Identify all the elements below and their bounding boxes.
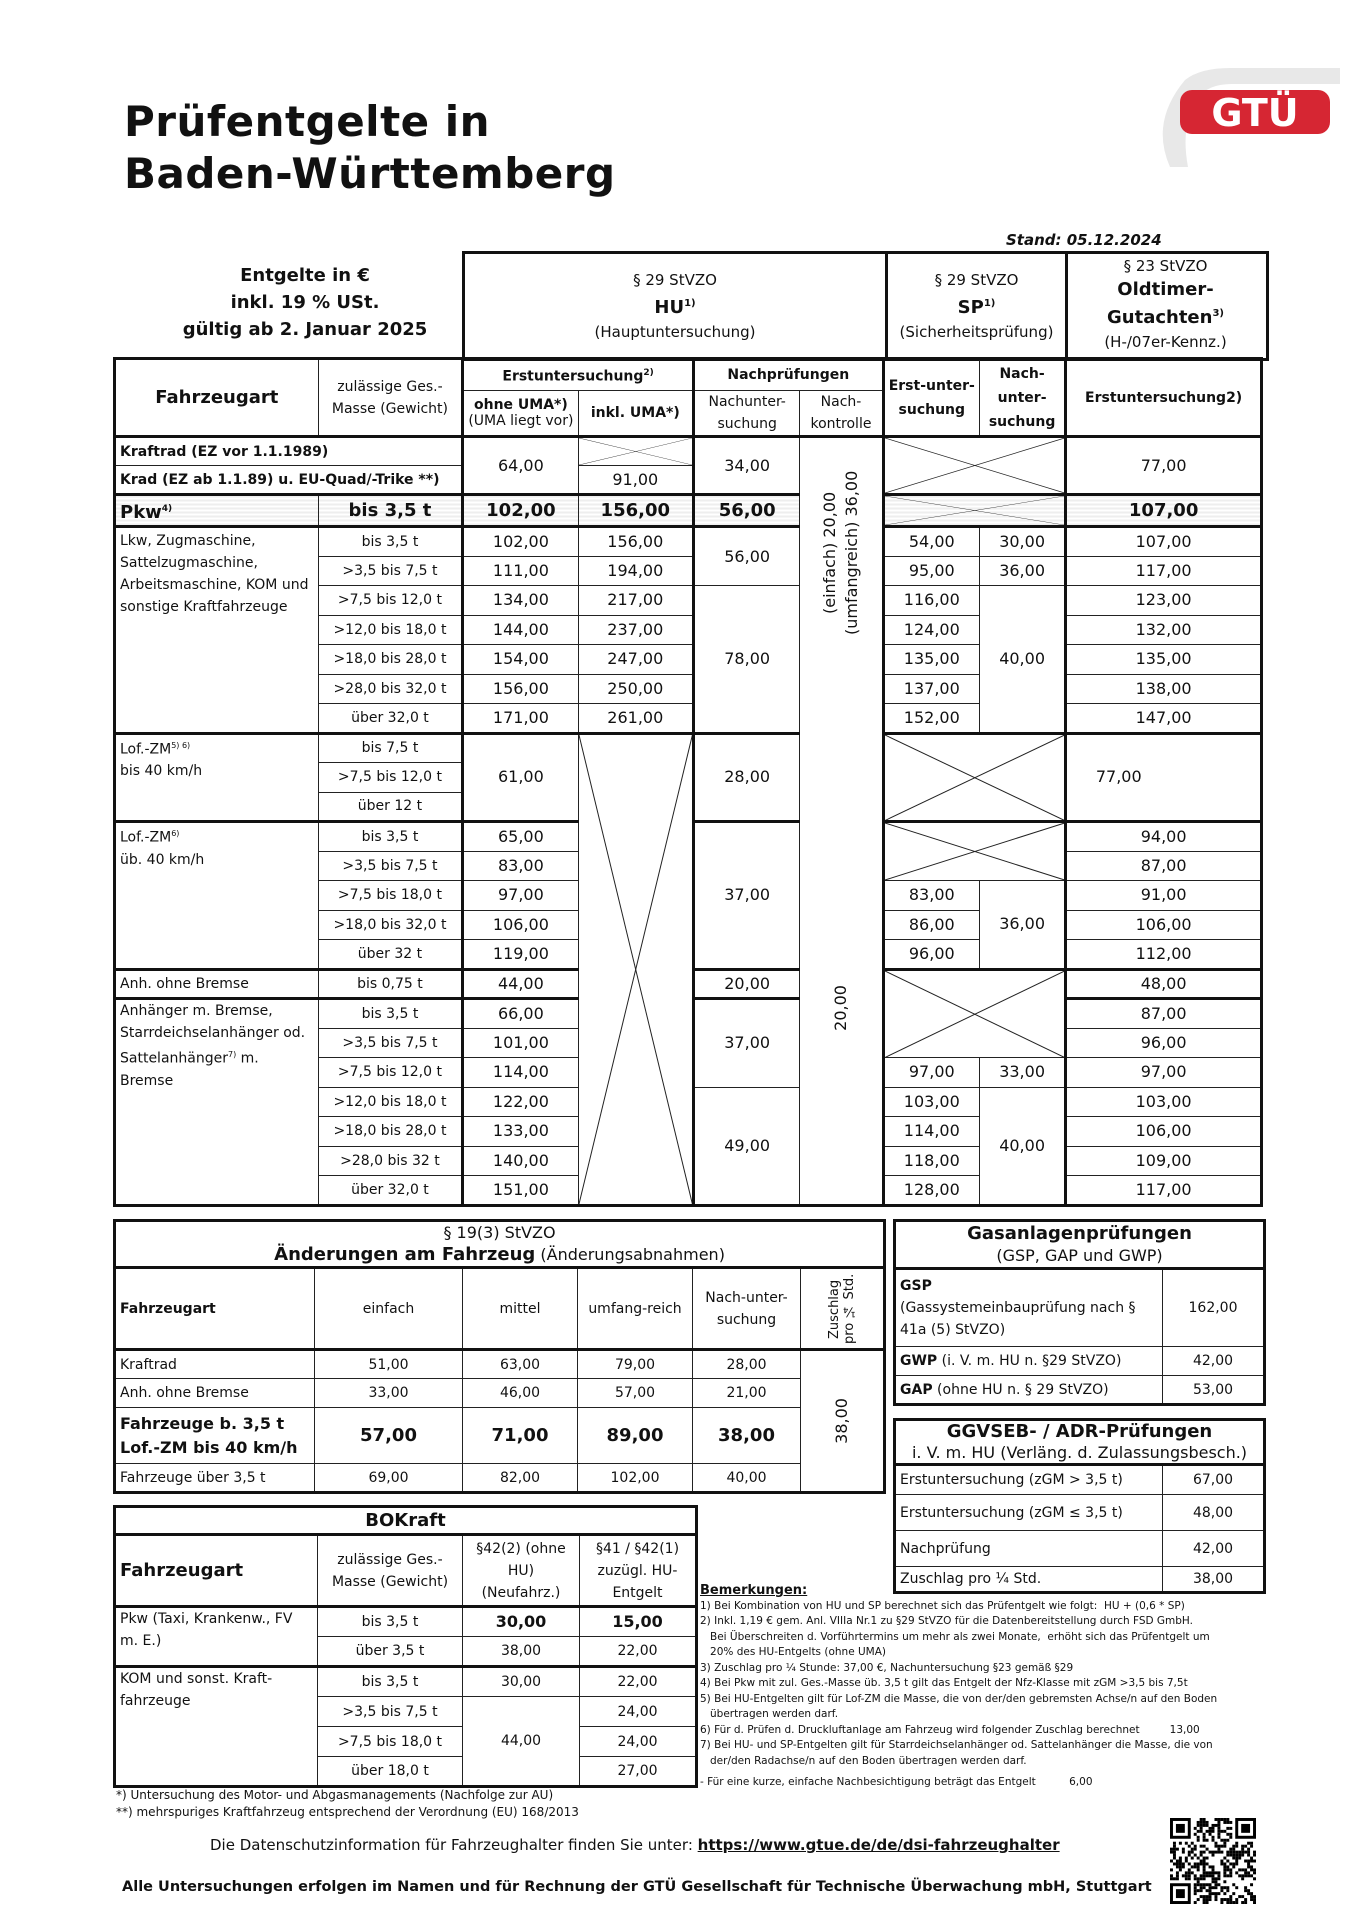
erstunt-sup: 2)	[643, 368, 654, 379]
entgelte-line2: inkl. 19 % USt.	[230, 292, 380, 313]
bem-line: 6) Für d. Prüfen d. Druckluftanlage am Fahrzeug wird folgender Zuschlag berechnet 13,00	[700, 1723, 1200, 1736]
row-pkw	[115, 495, 319, 527]
lkw-sp-erst: 137,00	[883, 674, 979, 704]
gwp-value: 42,00	[1163, 1347, 1265, 1376]
lofub-old: 91,00	[1066, 881, 1262, 911]
pkw-sup: 4)	[161, 503, 173, 514]
bokraft-table	[113, 1505, 698, 1788]
col-fahrzeugart: Fahrzeugart	[115, 359, 319, 437]
old-name2: Gutachten	[1107, 307, 1213, 328]
lkw-old: 117,00	[1066, 556, 1262, 586]
lofub-ohne: 83,00	[463, 851, 578, 881]
lkw-masse: >28,0 bis 32,0 t	[318, 674, 463, 704]
krad-ohne-uma: 64,00	[463, 437, 578, 495]
aend-umfangreich: 102,00	[578, 1464, 693, 1493]
pkw-old: 107,00	[1066, 495, 1262, 527]
entgelte-line1: Entgelte in €	[240, 265, 370, 286]
aend-zuschlag-label: Zuschlag pro ¼ Std.	[827, 1273, 858, 1344]
oldtimer-header	[1068, 254, 1263, 354]
footnotes	[116, 1787, 579, 1821]
crossed-cell	[883, 822, 1066, 881]
lkw-inkl: 156,00	[578, 527, 693, 557]
lkw-masse: bis 3,5 t	[318, 527, 463, 557]
anh-mb-sp-nach-2: 40,00	[979, 1087, 1065, 1205]
lkw-sp-nach: 30,00	[979, 527, 1065, 557]
pkw-nach: 56,00	[693, 495, 799, 527]
aend-umfangreich: 89,00	[578, 1408, 693, 1464]
lofub-ohne: 65,00	[463, 822, 578, 852]
lofub-old: 94,00	[1066, 822, 1262, 852]
lof40-nach: 28,00	[693, 733, 799, 822]
bok-col-masse: zulässige Ges.-Masse (Gewicht)	[318, 1535, 463, 1607]
anh-mb-ohne: 151,00	[463, 1176, 578, 1206]
hu-name: HU	[654, 297, 685, 318]
row-lof-ub40	[115, 822, 319, 970]
bok-col-fahrzeugart: Fahrzeugart	[115, 1535, 318, 1607]
lof40-l2: bis 40 km/h	[120, 763, 203, 780]
sp-name: SP	[957, 297, 984, 318]
gsp-text: (Gassystemeinbauprüfung nach § 41a (5) StVZO)	[900, 1300, 1136, 1338]
col-nachkontrolle: Nach-kontrolle	[800, 391, 883, 437]
bok-41: 24,00	[580, 1727, 697, 1757]
hu-sup: 1)	[684, 298, 696, 309]
bok-42-2: 38,00	[463, 1637, 580, 1667]
ggv-row-value: 48,00	[1163, 1495, 1265, 1531]
lkw-old: 138,00	[1066, 674, 1262, 704]
anh-mb-old: 103,00	[1066, 1087, 1262, 1117]
aend-col-mittel: mittel	[463, 1268, 578, 1350]
sp-sup: 1)	[983, 298, 996, 309]
old-law: § 23 StVZO	[1123, 257, 1208, 275]
anh-mb-ohne: 133,00	[463, 1117, 578, 1147]
datenschutz-text: Die Datenschutzinformation für Fahrzeughalter finden Sie unter:	[210, 1836, 693, 1854]
anh-mb-ohne: 66,00	[463, 999, 578, 1029]
lofub-masse: >3,5 bis 7,5 t	[318, 851, 463, 881]
aend-zuschlag-cell	[801, 1350, 885, 1493]
anh-mb-ohne: 114,00	[463, 1058, 578, 1088]
lkw-old: 135,00	[1066, 645, 1262, 675]
footnote-2: **) mehrspuriges Kraftfahrzeug entsprechend der Verordnung (EU) 168/2013	[116, 1805, 579, 1819]
bok-row-kom: KOM und sonst. Kraft-fahrzeuge	[115, 1667, 318, 1787]
anh-ob-masse: bis 0,75 t	[318, 969, 463, 999]
ggv-row-label: Nachprüfung	[895, 1531, 1163, 1567]
anh-mb-sup: 7)	[227, 1050, 237, 1059]
aend-col-fahrzeugart: Fahrzeugart	[115, 1268, 315, 1350]
anh-mb-ohne: 122,00	[463, 1087, 578, 1117]
lofub-sp-erst: 86,00	[883, 910, 979, 940]
anh-mb-sp-nach-1: 33,00	[979, 1058, 1065, 1088]
lofub-sp-erst: 83,00	[883, 881, 979, 911]
crossed-cell	[883, 733, 1066, 822]
aend-nach: 38,00	[693, 1408, 801, 1464]
pkw-masse: bis 3,5 t	[318, 495, 463, 527]
ggv-row-label: Zuschlag pro ¼ Std.	[895, 1567, 1163, 1593]
bok-masse: über 3,5 t	[318, 1637, 463, 1667]
stand-date: Stand: 05.12.2024	[1006, 231, 1162, 249]
row-anh-mit-bremse	[115, 999, 319, 1206]
aend-einfach: 57,00	[315, 1408, 463, 1464]
bok-masse: über 18,0 t	[318, 1757, 463, 1787]
old-sup: 3)	[1212, 308, 1224, 319]
bok-41: 15,00	[580, 1607, 697, 1637]
anh-ob-ohne: 44,00	[463, 969, 578, 999]
uma-liegt-label: (UMA liegt vor)	[468, 413, 574, 429]
nachkontrolle-column	[800, 437, 883, 1206]
anh-mb-masse: >28,0 bis 32 t	[318, 1146, 463, 1176]
lof40-masse: bis 7,5 t	[318, 733, 463, 763]
anh-mb-masse: >3,5 bis 7,5 t	[318, 1028, 463, 1058]
lofub-old: 112,00	[1066, 940, 1262, 970]
ggv-row-value: 38,00	[1163, 1567, 1265, 1593]
anh-mb-masse: über 32,0 t	[318, 1176, 463, 1206]
aend-nach: 21,00	[693, 1379, 801, 1408]
title-line-1: Prüfentgelte in	[124, 97, 491, 146]
row-lof-40	[115, 733, 319, 822]
col-sp-erst: Erst-unter-suchung	[883, 359, 979, 437]
lkw-inkl: 261,00	[578, 704, 693, 734]
col-sp-nach: Nach-unter-suchung	[979, 359, 1065, 437]
bok-41: 22,00	[580, 1637, 697, 1667]
lkw-sp-erst: 135,00	[883, 645, 979, 675]
lkw-sp-nach-merged: 40,00	[979, 586, 1065, 734]
lkw-ohne: 154,00	[463, 645, 578, 675]
lkw-sp-erst: 95,00	[883, 556, 979, 586]
lkw-sp-erst: 152,00	[883, 704, 979, 734]
lkw-nach-1: 56,00	[693, 527, 799, 586]
lofub-old: 87,00	[1066, 851, 1262, 881]
aend-law: § 19(3) StVZO	[443, 1223, 556, 1242]
anh-mb-old: 96,00	[1066, 1028, 1262, 1058]
lkw-inkl: 194,00	[578, 556, 693, 586]
anh-mb-masse: >18,0 bis 28,0 t	[318, 1117, 463, 1147]
aend-zuschlag-value: 38,00	[832, 1398, 852, 1444]
page-title	[124, 96, 616, 200]
crossed-cell	[578, 437, 693, 466]
anh-mb-label2: m. Bremse	[120, 1050, 259, 1089]
bem-line: 20% des HU-Entgelts (ohne UMA)	[700, 1646, 887, 1658]
aenderungen-table	[113, 1219, 886, 1494]
lkw-ohne: 134,00	[463, 586, 578, 616]
crossed-cell	[883, 495, 1066, 527]
crossed-cell	[883, 437, 1066, 495]
lkw-inkl: 250,00	[578, 674, 693, 704]
lkw-masse: über 32,0 t	[318, 704, 463, 734]
col-erstuntersuchung	[463, 359, 694, 391]
lofub-masse: >7,5 bis 18,0 t	[318, 881, 463, 911]
anh-mb-sp-erst: 128,00	[883, 1176, 979, 1206]
anh-mb-sp-erst: 114,00	[883, 1117, 979, 1147]
anh-mb-old: 109,00	[1066, 1146, 1262, 1176]
anh-mb-masse: >12,0 bis 18,0 t	[318, 1087, 463, 1117]
crossed-cell	[883, 969, 1066, 1058]
bem-line: 4) Bei Pkw mit zul. Ges.-Masse üb. 3,5 t gilt das Entgelt der Nfz-Klasse mit zGM >3,5 bis 7,5t	[700, 1677, 1188, 1689]
aend-col-zuschlag	[801, 1268, 885, 1350]
gap-text: (ohne HU n. § 29 StVZO)	[937, 1381, 1109, 1398]
anh-mb-old: 106,00	[1066, 1117, 1262, 1147]
gwp-text: (i. V. m. HU n. §29 StVZO)	[941, 1353, 1122, 1369]
old-name1: Oldtimer-	[1117, 279, 1214, 300]
lofub-l1: Lof.-ZM	[120, 829, 172, 846]
aend-nach: 28,00	[693, 1350, 801, 1379]
anh-mb-nach-1: 37,00	[693, 999, 799, 1088]
sp-desc: (Sicherheitsprüfung)	[899, 323, 1054, 341]
bem-line: - Für eine kurze, einfache Nachbesichtigung beträgt das Entgelt 6,00	[700, 1776, 1093, 1788]
gas-sub: (GSP, GAP und GWP)	[996, 1245, 1163, 1265]
row-krad: Krad (EZ ab 1.1.89) u. EU-Quad/-Trike **)	[115, 466, 463, 495]
bok-row-pkw: Pkw (Taxi, Krankenw., FV m. E.)	[115, 1607, 318, 1667]
bem-line: 1) Bei Kombination von HU und SP berechnet sich das Prüfentgelt wie folgt: HU + (0,6 * SP)	[700, 1599, 1185, 1612]
aend-nach: 40,00	[693, 1464, 801, 1493]
pkw-inkl-uma: 156,00	[578, 495, 693, 527]
crossed-cell	[578, 733, 693, 1205]
hu-desc: (Hauptuntersuchung)	[594, 323, 756, 341]
nachkontrolle-value-2: 20,00	[830, 985, 850, 1031]
lkw-sp-nach: 36,00	[979, 556, 1065, 586]
lkw-nach-2: 78,00	[693, 586, 799, 734]
bok-41: 24,00	[580, 1697, 697, 1727]
row-lkw: Lkw, Zugmaschine, Sattelzugmaschine, Arbeitsmaschine, KOM und sonstige Kraftfahrzeuge	[115, 527, 319, 734]
lkw-inkl: 217,00	[578, 586, 693, 616]
bottom-statement: Alle Untersuchungen erfolgen im Namen und für Rechnung der GTÜ Gesellschaft für Technische Überwachung mbH, Stuttgart	[122, 1879, 1152, 1895]
lkw-inkl: 237,00	[578, 615, 693, 645]
bok-title: BOKraft	[115, 1507, 697, 1535]
anh-mb-old: 87,00	[1066, 999, 1262, 1029]
lkw-masse: >18,0 bis 28,0 t	[318, 645, 463, 675]
row-anh-ohne-bremse: Anh. ohne Bremse	[115, 969, 319, 999]
ggv-row-value: 67,00	[1163, 1465, 1265, 1495]
lof40-ohne: 61,00	[463, 733, 578, 822]
erstunt-label: Erstuntersuchung	[502, 368, 644, 385]
lof40-old	[1066, 733, 1262, 822]
datenschutz-link[interactable]: https://www.gtue.de/de/dsi-fahrzeughalter	[697, 1836, 1060, 1854]
anh-mb-masse: bis 3,5 t	[318, 999, 463, 1029]
ohne-uma-label: ohne UMA*)	[474, 397, 568, 413]
lofub-ohne: 97,00	[463, 881, 578, 911]
sp-header	[888, 268, 1065, 344]
pkw-ohne-uma: 102,00	[463, 495, 578, 527]
bem-line: 3) Zuschlag pro ¼ Stunde: 37,00 €, Nachuntersuchung §23 gemäß §29	[700, 1661, 1074, 1674]
title-line-2: Baden-Württemberg	[124, 149, 616, 198]
bem-line: übertragen werden darf.	[700, 1708, 839, 1720]
bem-title: Bemerkungen:	[700, 1583, 808, 1598]
qr-code[interactable]	[1168, 1818, 1258, 1904]
lkw-masse: >12,0 bis 18,0 t	[318, 615, 463, 645]
anh-ob-nach: 20,00	[693, 969, 799, 999]
qr-code-graphic	[1168, 1818, 1258, 1904]
lkw-ohne: 156,00	[463, 674, 578, 704]
bok-col-42-2: §42(2) (ohne HU) (Neufahrz.)	[463, 1535, 580, 1607]
bem-line: 7) Bei HU- und SP-Entgelten gilt für Starrdeichselanhänger od. Sattelanhänger die Masse, die von	[700, 1739, 1213, 1751]
lofub-sup: 6)	[171, 829, 180, 838]
anh-mb-nach-2: 49,00	[693, 1087, 799, 1205]
row-kraftrad: Kraftrad (EZ vor 1.1.1989)	[115, 437, 463, 466]
lkw-masse: >7,5 bis 12,0 t	[318, 586, 463, 616]
gsp-label: GSP	[900, 1278, 932, 1294]
col-inkl-uma: inkl. UMA*)	[578, 391, 693, 437]
aend-umfangreich: 57,00	[578, 1379, 693, 1408]
aend-mittel: 82,00	[463, 1464, 578, 1493]
gtue-logo	[1140, 62, 1340, 172]
lofub-sp-nach: 36,00	[979, 881, 1065, 970]
aenderungen-header	[115, 1221, 885, 1268]
ggv-row-label: Erstuntersuchung (zGM > 3,5 t)	[895, 1465, 1163, 1495]
aend-einfach: 33,00	[315, 1379, 463, 1408]
aend-col-umfangreich: umfang-reich	[578, 1268, 693, 1350]
aend-row-fz-ueber-3-5: Fahrzeuge über 3,5 t	[115, 1464, 315, 1493]
lkw-sp-erst: 54,00	[883, 527, 979, 557]
lkw-inkl: 247,00	[578, 645, 693, 675]
logo-text: GTÜ	[1211, 91, 1299, 135]
ggv-title: GGVSEB- / ADR-Prüfungen	[946, 1421, 1213, 1442]
lofub-ohne: 119,00	[463, 940, 578, 970]
col-ohne-uma	[463, 391, 578, 437]
aend-einfach: 69,00	[315, 1464, 463, 1493]
anh-mb-ohne: 140,00	[463, 1146, 578, 1176]
gas-title: Gasanlagenprüfungen	[967, 1222, 1192, 1244]
ggv-row-value: 42,00	[1163, 1531, 1265, 1567]
bem-line: 2) Inkl. 1,19 € gem. Anl. VIIIa Nr.1 zu §29 StVZO für die Datenbereitstellung durch FSD GmbH.	[700, 1615, 1193, 1627]
lof40-masse: >7,5 bis 12,0 t	[318, 763, 463, 793]
bok-masse: >3,5 bis 7,5 t	[318, 1697, 463, 1727]
gsp-value: 162,00	[1163, 1269, 1265, 1347]
anh-mb-label: Anhänger m. Bremse, Starrdeichselanhänger od. Sattelanhänger	[120, 1003, 306, 1067]
col-old-erst: Erstuntersuchung2)	[1066, 359, 1262, 437]
lofub-old: 106,00	[1066, 910, 1262, 940]
datenschutz-line	[210, 1836, 1060, 1854]
gasanlagen-table	[893, 1219, 1266, 1406]
lkw-old: 107,00	[1066, 527, 1262, 557]
gas-header	[895, 1221, 1265, 1269]
krad-nach: 34,00	[693, 437, 799, 495]
lkw-ohne: 144,00	[463, 615, 578, 645]
ggvseb-table	[893, 1418, 1266, 1594]
sp-law: § 29 StVZO	[934, 271, 1019, 289]
krad-inkl-uma: 91,00	[578, 466, 693, 495]
bok-41: 27,00	[580, 1757, 697, 1787]
gap-label: GAP	[900, 1381, 933, 1398]
gap-value: 53,00	[1163, 1376, 1265, 1405]
aend-row-fz-bis-3-5: Fahrzeuge b. 3,5 t Lof.-ZM bis 40 km/h	[115, 1408, 315, 1464]
lof40-masse: über 12 t	[318, 792, 463, 822]
entgelte-line3: gültig ab 2. Januar 2025	[182, 319, 428, 340]
bem-line: 5) Bei HU-Entgelten gilt für Lof-ZM die Masse, die von der/den gebremsten Achse/n auf den Boden	[700, 1692, 1218, 1705]
main-fee-table	[113, 357, 1263, 1207]
anh-mb-sp-erst: 118,00	[883, 1146, 979, 1176]
entgelte-header	[150, 262, 460, 343]
aend-einfach: 51,00	[315, 1350, 463, 1379]
col-nachpruefungen: Nachprüfungen	[693, 359, 883, 391]
lofub-nach: 37,00	[693, 822, 799, 970]
aend-title: Änderungen am Fahrzeug	[274, 1244, 536, 1265]
lofub-l2: üb. 40 km/h	[120, 851, 205, 868]
anh-mb-old: 117,00	[1066, 1176, 1262, 1206]
anh-mb-ohne: 101,00	[463, 1028, 578, 1058]
aend-col-einfach: einfach	[315, 1268, 463, 1350]
krad-old: 77,00	[1066, 437, 1262, 495]
col-nachuntersuchung: Nachunter-suchung	[693, 391, 799, 437]
nachkontrolle-values: (einfach) 20,00 (umfangreich) 36,00	[819, 470, 861, 636]
bok-42-2-merged: 44,00	[463, 1697, 580, 1787]
lkw-old: 147,00	[1066, 704, 1262, 734]
aend-mittel: 46,00	[463, 1379, 578, 1408]
bok-masse: >7,5 bis 18,0 t	[318, 1727, 463, 1757]
bok-masse: bis 3,5 t	[318, 1667, 463, 1697]
anh-mb-sp-erst: 97,00	[883, 1058, 979, 1088]
lof40-old-value: 77,00	[1095, 767, 1142, 787]
lkw-ohne: 171,00	[463, 704, 578, 734]
bok-col-41: §41 / §42(1) zuzügl. HU-Entgelt	[580, 1535, 697, 1607]
footnote-1: *) Untersuchung des Motor- und Abgasmanagements (Nachfolge zur AU)	[116, 1788, 554, 1802]
bok-41: 22,00	[580, 1667, 697, 1697]
anh-ob-old: 48,00	[1066, 969, 1262, 999]
old-desc: (H-/07er-Kennz.)	[1104, 333, 1227, 351]
bem-line: der/den Radachse/n auf den Boden übertragen werden darf.	[700, 1754, 1027, 1767]
gas-gwp	[895, 1347, 1163, 1376]
gwp-label: GWP	[900, 1353, 938, 1369]
gas-gap	[895, 1376, 1163, 1405]
aend-umfangreich: 79,00	[578, 1350, 693, 1379]
lofub-masse: über 32 t	[318, 940, 463, 970]
lkw-masse: >3,5 bis 7,5 t	[318, 556, 463, 586]
hu-header	[465, 268, 885, 344]
lkw-sp-erst: 124,00	[883, 615, 979, 645]
lofub-masse: >18,0 bis 32,0 t	[318, 910, 463, 940]
anh-mb-sp-erst: 103,00	[883, 1087, 979, 1117]
aend-mittel: 71,00	[463, 1408, 578, 1464]
bok-42-2: 30,00	[463, 1667, 580, 1697]
pkw-label: Pkw	[120, 501, 162, 523]
bok-masse: bis 3,5 t	[318, 1607, 463, 1637]
aend-row-kraftrad: Kraftrad	[115, 1350, 315, 1379]
bem-line: Bei Überschreiten d. Vorführtermins um mehr als zwei Monate, erhöht sich das Prüfentgelt um	[700, 1630, 1210, 1643]
lkw-sp-erst: 116,00	[883, 586, 979, 616]
anh-mb-masse: >7,5 bis 12,0 t	[318, 1058, 463, 1088]
aend-mittel: 63,00	[463, 1350, 578, 1379]
ggv-header	[895, 1420, 1265, 1465]
anh-mb-old: 97,00	[1066, 1058, 1262, 1088]
lof40-l1: Lof.-ZM	[120, 741, 172, 758]
aend-col-nachuntersuchung: Nach-unter-suchung	[693, 1268, 801, 1350]
lkw-ohne: 111,00	[463, 556, 578, 586]
lofub-sp-erst: 96,00	[883, 940, 979, 970]
lkw-old: 123,00	[1066, 586, 1262, 616]
ggv-sub: i. V. m. HU (Verläng. d. Zulassungsbesch.)	[911, 1443, 1248, 1462]
gas-gsp	[895, 1269, 1163, 1347]
ggv-row-label: Erstuntersuchung (zGM ≤ 3,5 t)	[895, 1495, 1163, 1531]
lofub-ohne: 106,00	[463, 910, 578, 940]
bok-42-2: 30,00	[463, 1607, 580, 1637]
col-masse: zulässige Ges.-Masse (Gewicht)	[318, 359, 463, 437]
lof40-sup: 5) 6)	[171, 740, 191, 750]
lkw-old: 132,00	[1066, 615, 1262, 645]
aend-row-anh: Anh. ohne Bremse	[115, 1379, 315, 1408]
bemerkungen	[700, 1583, 1260, 1791]
lofub-masse: bis 3,5 t	[318, 822, 463, 852]
hu-law: § 29 StVZO	[633, 271, 717, 289]
aend-sub: (Änderungsabnahmen)	[540, 1245, 725, 1264]
lkw-ohne: 102,00	[463, 527, 578, 557]
